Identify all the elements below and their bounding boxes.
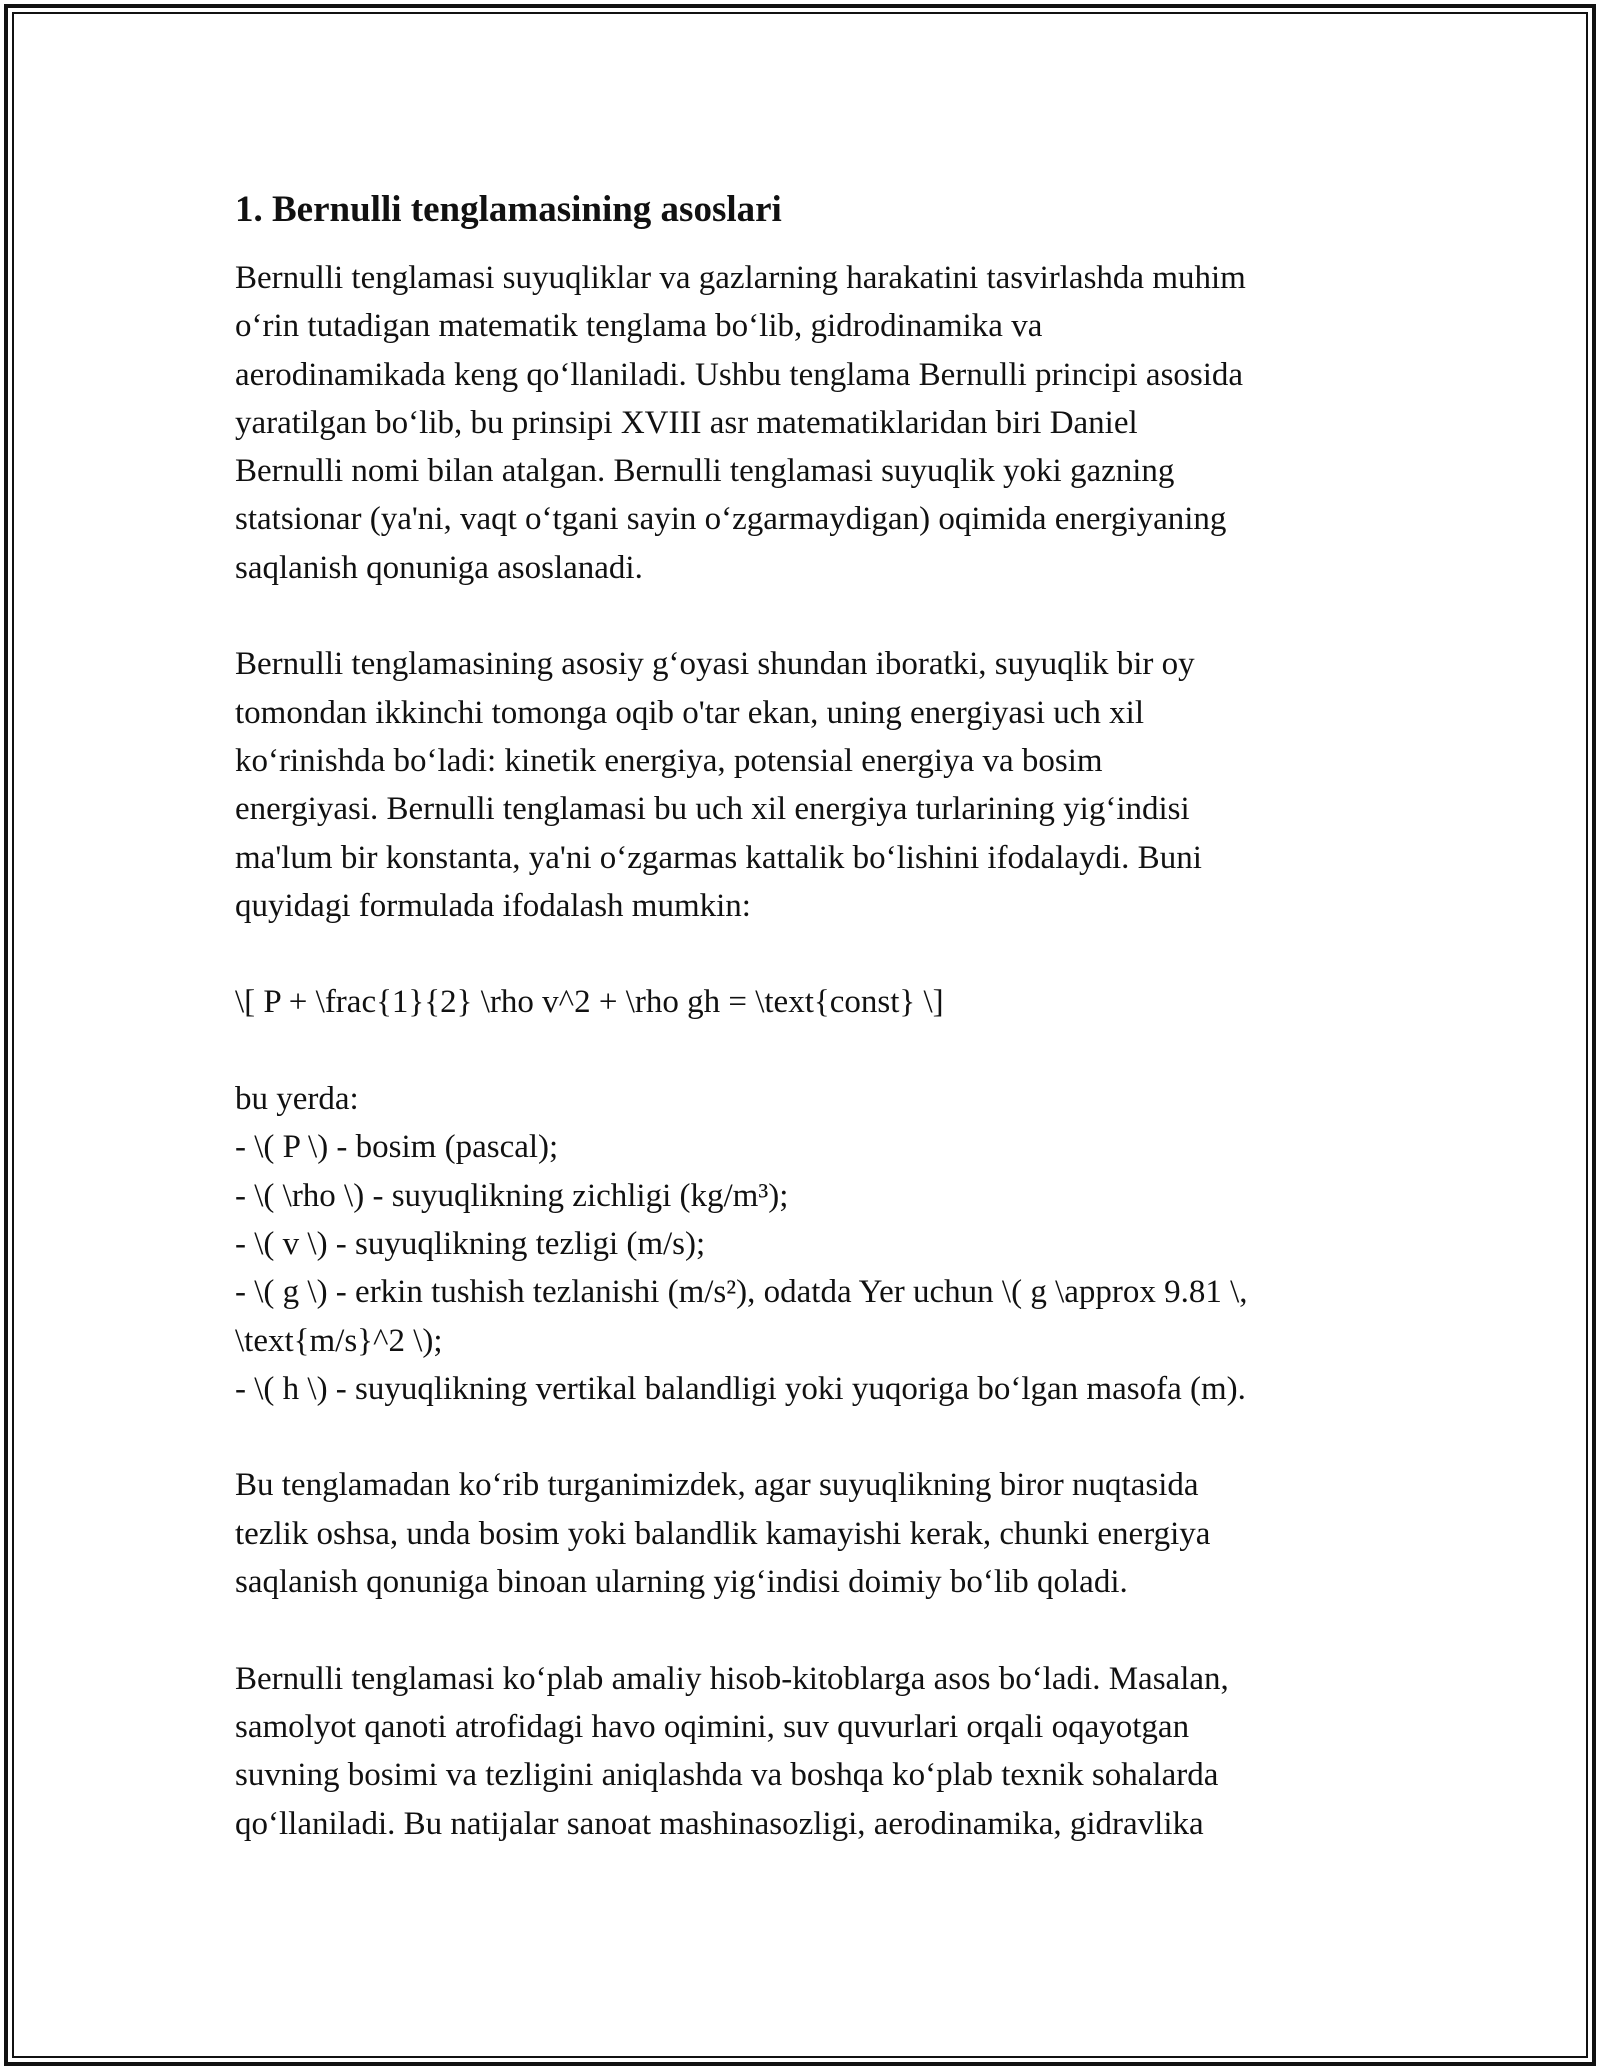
text-line: ma'lum bir konstanta, ya'ni o‘zgarmas kattalik bo‘lishini ifodalaydi. Buni	[235, 839, 1202, 876]
text-line: o‘rin tutadigan matematik tenglama bo‘lib, gidrodinamika va	[235, 308, 1043, 345]
section-heading: 1. Bernulli tenglamasining asoslari	[235, 189, 782, 230]
paragraph-gap	[235, 1606, 1375, 1654]
text-line: saqlanish qonuniga asoslanadi.	[235, 549, 643, 586]
definitions-intro: bu yerda:	[235, 1081, 359, 1118]
definition-item: - \( P \) - bosim (pascal);	[235, 1129, 559, 1166]
formula-line: \[ P + \frac{1}{2} \rho v^2 + \rho gh = \text{const} \]	[235, 984, 944, 1021]
definition-item: - \( g \) - erkin tushish tezlanishi (m/s²), odatda Yer uchun \( g \approx 9.81 \,	[235, 1274, 1248, 1311]
definitions-list	[235, 1075, 1375, 1413]
text-line: saqlanish qonuniga binoan ularning yig‘indisi doimiy bo‘lib qoladi.	[235, 1564, 1128, 1601]
paragraph-gap	[235, 592, 1375, 640]
definition-item: - \( v \) - suyuqlikning tezligi (m/s);	[235, 1225, 706, 1262]
text-line: yaratilgan bo‘lib, bu prinsipi XVIII asr matematiklaridan biri Daniel	[235, 404, 1138, 441]
text-line: suvning bosimi va tezligini aniqlashda va boshqa ko‘plab texnik sohalarda	[235, 1757, 1219, 1794]
paragraph-intro	[235, 254, 1375, 592]
definition-item: - \( h \) - suyuqlikning vertikal balandligi yoki yuqoriga bo‘lgan masofa (m).	[235, 1370, 1246, 1407]
paragraph-gap	[235, 930, 1375, 978]
text-line: statsionar (ya'ni, vaqt o‘tgani sayin o‘zgarmaydigan) oqimida energiyaning	[235, 501, 1227, 538]
text-line: tomondan ikkinchi tomonga oqib o'tar ekan, uning energiyasi uch xil	[235, 694, 1144, 731]
text-line: tezlik oshsa, unda bosim yoki balandlik kamayishi kerak, chunki energiya	[235, 1515, 1211, 1552]
paragraph-gap	[235, 1027, 1375, 1075]
paragraph-main-idea	[235, 640, 1375, 930]
paragraph-gap	[235, 1413, 1375, 1461]
text-line: quyidagi formulada ifodalash mumkin:	[235, 887, 751, 924]
definition-item: - \( \rho \) - suyuqlikning zichligi (kg/m³);	[235, 1177, 789, 1214]
text-line: Bernulli tenglamasi suyuqliklar va gazlarning harakatini tasvirlashda muhim	[235, 260, 1246, 296]
definition-item: \text{m/s}^2 \);	[235, 1322, 443, 1359]
text-line: aerodinamikada keng qo‘llaniladi. Ushbu tenglama Bernulli principi asosida	[235, 356, 1244, 393]
text-line: Bernulli tenglamasi ko‘plab amaliy hisob-kitoblarga asos bo‘ladi. Masalan,	[235, 1660, 1229, 1697]
text-line: energiyasi. Bernulli tenglamasi bu uch xil energiya turlarining yig‘indisi	[235, 791, 1190, 828]
text-line: samolyot qanoti atrofidagi havo oqimini, suv quvurlari orqali oqayotgan	[235, 1708, 1190, 1745]
paragraph-consequence	[235, 1461, 1375, 1606]
text-line: qo‘llaniladi. Bu natijalar sanoat mashinasozligi, aerodinamika, gidravlika	[235, 1805, 1204, 1842]
text-line: Bernulli nomi bilan atalgan. Bernulli tenglamasi suyuqlik yoki gazning	[235, 453, 1175, 490]
document-page	[235, 186, 1375, 1848]
text-line: Bu tenglamadan ko‘rib turganimizdek, agar suyuqlikning biror nuqtasida	[235, 1467, 1199, 1504]
paragraph-applications	[235, 1655, 1375, 1848]
text-line: ko‘rinishda bo‘ladi: kinetik energiya, potensial energiya va bosim	[235, 742, 1103, 779]
text-line: Bernulli tenglamasining asosiy g‘oyasi shundan iboratki, suyuqlik bir oy	[235, 646, 1195, 683]
